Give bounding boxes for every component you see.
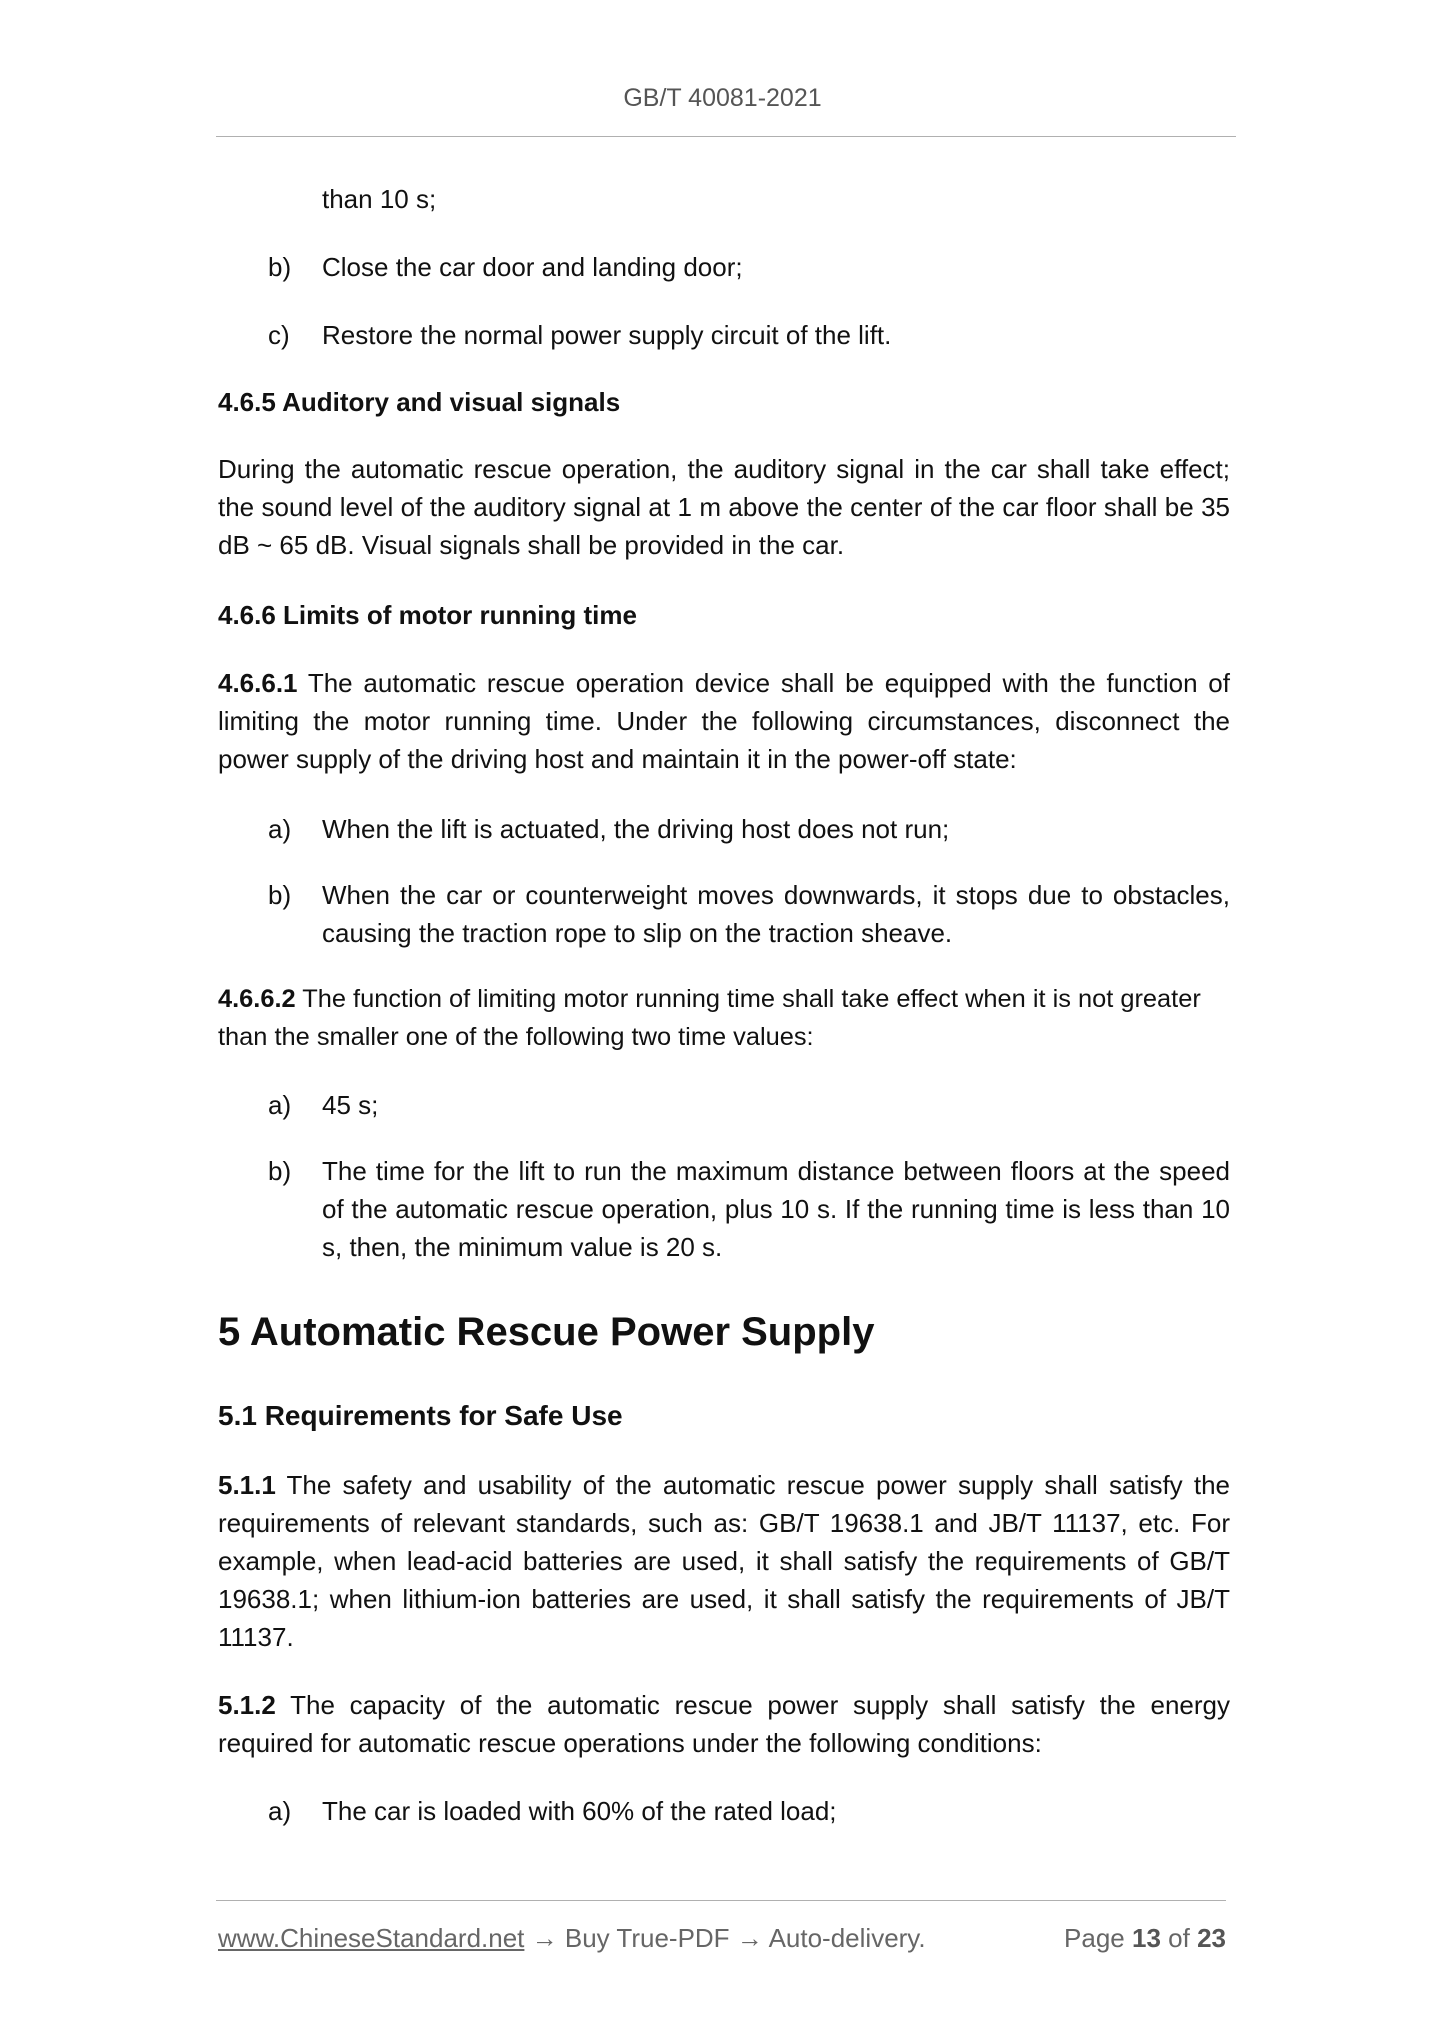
clause-number: 5.1.2 [218,1690,276,1720]
chapter-heading-5: 5 Automatic Rescue Power Supply [218,1310,875,1354]
of-label: of [1168,1923,1190,1953]
paragraph-5-1-1 [218,1466,1230,1656]
list-item [268,1792,1230,1830]
paragraph-5-1-2 [218,1686,1230,1762]
footer-divider [216,1900,1226,1901]
list-text: Restore the normal power supply circuit of the lift. [322,320,892,350]
page-label: Page [1064,1923,1125,1953]
list-item [268,1086,1230,1124]
clause-number: 4.6.6.1 [218,668,298,698]
page-total: 23 [1197,1923,1226,1953]
list-marker: b) [268,880,292,910]
document-header-title: GB/T 40081-2021 [623,84,822,112]
list-item [268,248,1230,286]
list-item [268,1152,1230,1266]
list-marker: b) [268,1156,292,1186]
footer-tagline: → Buy True-PDF → Auto-delivery. [524,1923,926,1953]
list-marker: a) [268,1090,292,1120]
list-item [268,876,1230,952]
list-text: 45 s; [322,1090,379,1120]
list-text: The car is loaded with 60% of the rated load; [322,1796,837,1826]
page-footer [218,1920,1226,1956]
page-indicator [1064,1920,1226,1956]
list-item [268,810,1230,848]
page-number: 13 [1132,1923,1161,1953]
list-marker: b) [268,252,292,282]
list-marker: c) [268,320,290,350]
list-marker: a) [268,814,292,844]
paragraph-4-6-5: During the automatic rescue operation, the auditory signal in the car shall take effect; the sound level of the auditory signal at 1 m above the center of the car floor shall be 35 dB ~ 65 dB. Visual signals shall be provided in the car. [218,454,1230,560]
list-text: Close the car door and landing door; [322,252,743,282]
paragraph-4-6-6-1 [218,664,1230,778]
clause-text: The automatic rescue operation device shall be equipped with the function of limiting the motor running time. Under the following circumstances, disconnect the power supply of the driving host and maintain it in the power-off state: [218,668,1230,774]
section-heading-4-6-6: 4.6.6 Limits of motor running time [218,600,637,630]
header-divider [216,136,1236,137]
list-text: When the car or counterweight moves downwards, it stops due to obstacles, causing the traction rope to slip on the traction sheave. [322,880,1230,948]
list-marker: a) [268,1796,292,1826]
website-link[interactable]: www.ChineseStandard.net [218,1923,525,1953]
clause-text: The safety and usability of the automatic rescue power supply shall satisfy the requirements of relevant standards, such as: GB/T 19638.1 and JB/T 11137, etc. For example, when lead-acid batteries are used, it shall satisfy the requirements of GB/T 19638.1; when lithium-ion batteries are used, it shall satisfy the requirements of JB/T 11137. [218,1470,1230,1652]
paragraph-4-6-6-2 [218,980,1230,1056]
clause-text: The capacity of the automatic rescue power supply shall satisfy the energy required for automatic rescue operations under the following conditions: [218,1690,1230,1758]
section-heading-4-6-5: 4.6.5 Auditory and visual signals [218,387,621,417]
clause-text: The function of limiting motor running time shall take effect when it is not greater than the smaller one of the following two time values: [218,985,1201,1051]
list-item [268,316,1230,354]
clause-number: 5.1.1 [218,1470,276,1500]
section-heading-5-1: 5.1 Requirements for Safe Use [218,1400,623,1431]
clause-number: 4.6.6.2 [218,985,296,1013]
list-text: The time for the lift to run the maximum distance between floors at the speed of the automatic rescue operation, plus 10 s. If the running time is less than 10 s, then, the minimum value is 20 s. [322,1156,1230,1262]
continuation-text: than 10 s; [322,184,437,214]
list-text: When the lift is actuated, the driving host does not run; [322,814,950,844]
